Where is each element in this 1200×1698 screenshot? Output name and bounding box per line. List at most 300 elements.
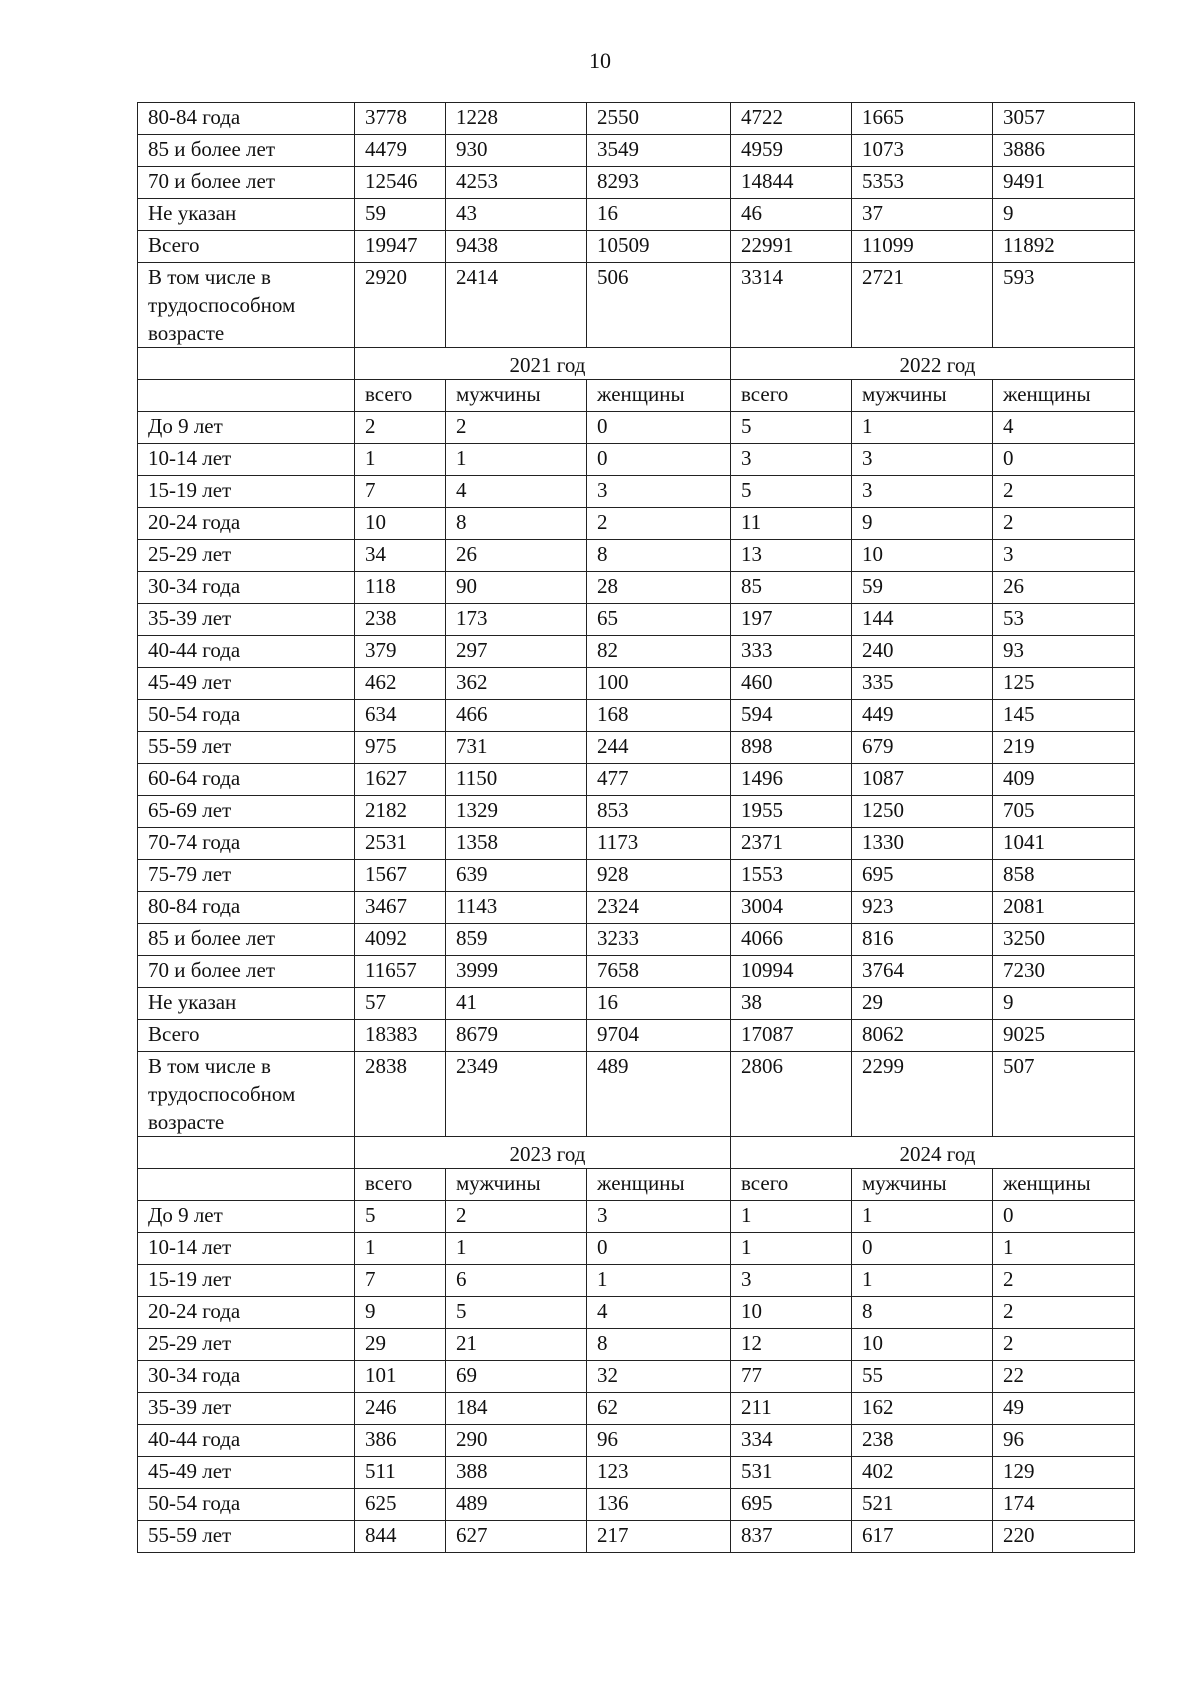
table-row: [138, 860, 1135, 892]
value-cell: 3764: [852, 956, 993, 988]
table-row: [138, 796, 1135, 828]
value-cell: 3: [852, 476, 993, 508]
age-group-label: 45-49 лет: [138, 668, 355, 700]
value-cell: 65: [587, 604, 731, 636]
value-cell: 521: [852, 1489, 993, 1521]
empty-header-cell: [138, 380, 355, 412]
age-group-label: 25-29 лет: [138, 540, 355, 572]
table-row: [138, 700, 1135, 732]
value-cell: 118: [355, 572, 446, 604]
value-cell: 28: [587, 572, 731, 604]
value-cell: 9: [355, 1297, 446, 1329]
value-cell: 898: [731, 732, 852, 764]
table-row: [138, 167, 1135, 199]
value-cell: 220: [993, 1521, 1135, 1553]
value-cell: 679: [852, 732, 993, 764]
value-cell: 3233: [587, 924, 731, 956]
value-cell: 37: [852, 199, 993, 231]
value-cell: 59: [852, 572, 993, 604]
value-cell: 531: [731, 1457, 852, 1489]
age-group-label: В том числе в трудоспособном возрасте: [138, 263, 355, 348]
value-cell: 1358: [446, 828, 587, 860]
value-cell: 975: [355, 732, 446, 764]
value-cell: 5: [446, 1297, 587, 1329]
age-group-label: 35-39 лет: [138, 604, 355, 636]
value-cell: 3: [731, 444, 852, 476]
table-row: [138, 956, 1135, 988]
table-row: [138, 764, 1135, 796]
value-cell: 59: [355, 199, 446, 231]
value-cell: 11: [731, 508, 852, 540]
age-group-label: 10-14 лет: [138, 1233, 355, 1265]
value-cell: 9025: [993, 1020, 1135, 1052]
value-cell: 55: [852, 1361, 993, 1393]
value-cell: 82: [587, 636, 731, 668]
value-cell: 9704: [587, 1020, 731, 1052]
value-cell: 2: [993, 1329, 1135, 1361]
value-cell: 8: [446, 508, 587, 540]
value-cell: 93: [993, 636, 1135, 668]
age-group-label: 80-84 года: [138, 892, 355, 924]
value-cell: 16: [587, 199, 731, 231]
value-cell: 100: [587, 668, 731, 700]
value-cell: 174: [993, 1489, 1135, 1521]
value-cell: 3886: [993, 135, 1135, 167]
value-cell: 3004: [731, 892, 852, 924]
value-cell: 7230: [993, 956, 1135, 988]
value-cell: 617: [852, 1521, 993, 1553]
value-cell: 29: [852, 988, 993, 1020]
age-group-label: В том числе в трудоспособном возрасте: [138, 1052, 355, 1137]
age-group-label: До 9 лет: [138, 412, 355, 444]
value-cell: 26: [446, 540, 587, 572]
value-cell: 1143: [446, 892, 587, 924]
empty-header-cell: [138, 348, 355, 380]
age-group-label: Всего: [138, 231, 355, 263]
value-cell: 409: [993, 764, 1135, 796]
age-group-label: 60-64 года: [138, 764, 355, 796]
value-cell: 9: [993, 199, 1135, 231]
value-cell: 2: [993, 476, 1135, 508]
value-cell: 96: [587, 1425, 731, 1457]
value-cell: 844: [355, 1521, 446, 1553]
value-cell: 297: [446, 636, 587, 668]
column-header-women: женщины: [587, 380, 731, 412]
table-row: [138, 1201, 1135, 1233]
value-cell: 244: [587, 732, 731, 764]
value-cell: 184: [446, 1393, 587, 1425]
value-cell: 6: [446, 1265, 587, 1297]
value-cell: 211: [731, 1393, 852, 1425]
table-row: [138, 103, 1135, 135]
value-cell: 2: [993, 1265, 1135, 1297]
age-group-label: 40-44 года: [138, 636, 355, 668]
value-cell: 923: [852, 892, 993, 924]
value-cell: 593: [993, 263, 1135, 348]
value-cell: 197: [731, 604, 852, 636]
age-group-label: 85 и более лет: [138, 135, 355, 167]
value-cell: 5: [731, 412, 852, 444]
column-header-row: [138, 380, 1135, 412]
value-cell: 3: [852, 444, 993, 476]
value-cell: 26: [993, 572, 1135, 604]
table-row: [138, 1297, 1135, 1329]
age-group-label: 55-59 лет: [138, 732, 355, 764]
value-cell: 1: [731, 1201, 852, 1233]
value-cell: 10: [852, 1329, 993, 1361]
value-cell: 19947: [355, 231, 446, 263]
value-cell: 859: [446, 924, 587, 956]
value-cell: 0: [587, 444, 731, 476]
table-row: [138, 668, 1135, 700]
value-cell: 1: [355, 1233, 446, 1265]
value-cell: 238: [355, 604, 446, 636]
value-cell: 32: [587, 1361, 731, 1393]
table-row: [138, 199, 1135, 231]
value-cell: 3778: [355, 103, 446, 135]
value-cell: 1: [852, 1265, 993, 1297]
table-row: [138, 1521, 1135, 1553]
value-cell: 16: [587, 988, 731, 1020]
value-cell: 1087: [852, 764, 993, 796]
value-cell: 14844: [731, 167, 852, 199]
table-body: [138, 103, 1135, 1553]
age-group-label: 10-14 лет: [138, 444, 355, 476]
value-cell: 3: [587, 1201, 731, 1233]
value-cell: 1: [731, 1233, 852, 1265]
age-group-label: 70-74 года: [138, 828, 355, 860]
value-cell: 290: [446, 1425, 587, 1457]
value-cell: 173: [446, 604, 587, 636]
table-row: [138, 508, 1135, 540]
value-cell: 4: [587, 1297, 731, 1329]
value-cell: 46: [731, 199, 852, 231]
value-cell: 1: [446, 444, 587, 476]
value-cell: 489: [446, 1489, 587, 1521]
value-cell: 8293: [587, 167, 731, 199]
value-cell: 333: [731, 636, 852, 668]
value-cell: 3999: [446, 956, 587, 988]
table-row: [138, 1489, 1135, 1521]
column-header-men: мужчины: [446, 380, 587, 412]
value-cell: 477: [587, 764, 731, 796]
value-cell: 1: [852, 1201, 993, 1233]
value-cell: 9491: [993, 167, 1135, 199]
value-cell: 3: [587, 476, 731, 508]
value-cell: 8062: [852, 1020, 993, 1052]
value-cell: 246: [355, 1393, 446, 1425]
value-cell: 2721: [852, 263, 993, 348]
value-cell: 1: [355, 444, 446, 476]
table-row: [138, 828, 1135, 860]
value-cell: 2920: [355, 263, 446, 348]
value-cell: 928: [587, 860, 731, 892]
value-cell: 57: [355, 988, 446, 1020]
age-group-label: 50-54 года: [138, 700, 355, 732]
value-cell: 386: [355, 1425, 446, 1457]
value-cell: 2806: [731, 1052, 852, 1137]
value-cell: 12546: [355, 167, 446, 199]
column-header-total: всего: [731, 380, 852, 412]
value-cell: 9: [852, 508, 993, 540]
table-row: [138, 732, 1135, 764]
value-cell: 1567: [355, 860, 446, 892]
age-group-label: Не указан: [138, 199, 355, 231]
value-cell: 123: [587, 1457, 731, 1489]
value-cell: 2: [446, 1201, 587, 1233]
value-cell: 101: [355, 1361, 446, 1393]
value-cell: 1: [993, 1233, 1135, 1265]
value-cell: 85: [731, 572, 852, 604]
value-cell: 858: [993, 860, 1135, 892]
value-cell: 8: [587, 540, 731, 572]
value-cell: 462: [355, 668, 446, 700]
value-cell: 1553: [731, 860, 852, 892]
age-group-label: 75-79 лет: [138, 860, 355, 892]
value-cell: 1150: [446, 764, 587, 796]
year-header-cell: 2023 год: [355, 1137, 731, 1169]
value-cell: 136: [587, 1489, 731, 1521]
table-row: [138, 412, 1135, 444]
table-row: [138, 1233, 1135, 1265]
value-cell: 22991: [731, 231, 852, 263]
value-cell: 4: [446, 476, 587, 508]
table-row: [138, 1393, 1135, 1425]
table-row: [138, 572, 1135, 604]
value-cell: 238: [852, 1425, 993, 1457]
year-header-cell: 2022 год: [731, 348, 1135, 380]
value-cell: 816: [852, 924, 993, 956]
value-cell: 2531: [355, 828, 446, 860]
value-cell: 466: [446, 700, 587, 732]
value-cell: 11892: [993, 231, 1135, 263]
value-cell: 38: [731, 988, 852, 1020]
value-cell: 2324: [587, 892, 731, 924]
value-cell: 96: [993, 1425, 1135, 1457]
table-row: [138, 476, 1135, 508]
column-header-men: мужчины: [852, 380, 993, 412]
value-cell: 0: [993, 444, 1135, 476]
value-cell: 8: [852, 1297, 993, 1329]
value-cell: 2371: [731, 828, 852, 860]
value-cell: 7658: [587, 956, 731, 988]
empty-header-cell: [138, 1169, 355, 1201]
value-cell: 2838: [355, 1052, 446, 1137]
value-cell: 22: [993, 1361, 1135, 1393]
value-cell: 837: [731, 1521, 852, 1553]
value-cell: 12: [731, 1329, 852, 1361]
value-cell: 4: [993, 412, 1135, 444]
value-cell: 9: [993, 988, 1135, 1020]
table-row: [138, 1425, 1135, 1457]
value-cell: 3549: [587, 135, 731, 167]
value-cell: 2414: [446, 263, 587, 348]
age-group-label: 55-59 лет: [138, 1521, 355, 1553]
value-cell: 5353: [852, 167, 993, 199]
value-cell: 41: [446, 988, 587, 1020]
value-cell: 10509: [587, 231, 731, 263]
value-cell: 1041: [993, 828, 1135, 860]
table-row: [138, 604, 1135, 636]
table-row: [138, 1052, 1135, 1137]
value-cell: 240: [852, 636, 993, 668]
value-cell: 62: [587, 1393, 731, 1425]
age-group-label: 70 и более лет: [138, 167, 355, 199]
year-header-row: [138, 348, 1135, 380]
age-group-label: 30-34 года: [138, 572, 355, 604]
value-cell: 8679: [446, 1020, 587, 1052]
value-cell: 168: [587, 700, 731, 732]
value-cell: 2081: [993, 892, 1135, 924]
value-cell: 5: [731, 476, 852, 508]
value-cell: 1955: [731, 796, 852, 828]
table-row: [138, 263, 1135, 348]
value-cell: 10: [355, 508, 446, 540]
value-cell: 10994: [731, 956, 852, 988]
value-cell: 0: [587, 1233, 731, 1265]
table-row: [138, 1457, 1135, 1489]
value-cell: 506: [587, 263, 731, 348]
value-cell: 3467: [355, 892, 446, 924]
value-cell: 594: [731, 700, 852, 732]
value-cell: 18383: [355, 1020, 446, 1052]
column-header-women: женщины: [993, 1169, 1135, 1201]
value-cell: 34: [355, 540, 446, 572]
value-cell: 10: [852, 540, 993, 572]
value-cell: 1: [587, 1265, 731, 1297]
value-cell: 695: [852, 860, 993, 892]
value-cell: 3250: [993, 924, 1135, 956]
column-header-total: всего: [731, 1169, 852, 1201]
value-cell: 13: [731, 540, 852, 572]
value-cell: 3: [993, 540, 1135, 572]
value-cell: 1496: [731, 764, 852, 796]
value-cell: 11657: [355, 956, 446, 988]
value-cell: 21: [446, 1329, 587, 1361]
value-cell: 4066: [731, 924, 852, 956]
value-cell: 379: [355, 636, 446, 668]
year-header-cell: 2024 год: [731, 1137, 1135, 1169]
value-cell: 162: [852, 1393, 993, 1425]
value-cell: 2299: [852, 1052, 993, 1137]
table-row: [138, 1361, 1135, 1393]
value-cell: 1: [852, 412, 993, 444]
value-cell: 334: [731, 1425, 852, 1457]
table-row: [138, 444, 1135, 476]
age-group-label: 15-19 лет: [138, 476, 355, 508]
value-cell: 853: [587, 796, 731, 828]
value-cell: 388: [446, 1457, 587, 1489]
value-cell: 695: [731, 1489, 852, 1521]
value-cell: 489: [587, 1052, 731, 1137]
column-header-women: женщины: [587, 1169, 731, 1201]
value-cell: 9438: [446, 231, 587, 263]
age-group-label: 65-69 лет: [138, 796, 355, 828]
table-row: [138, 988, 1135, 1020]
value-cell: 49: [993, 1393, 1135, 1425]
value-cell: 90: [446, 572, 587, 604]
value-cell: 3: [731, 1265, 852, 1297]
value-cell: 731: [446, 732, 587, 764]
value-cell: 5: [355, 1201, 446, 1233]
age-group-label: 70 и более лет: [138, 956, 355, 988]
column-header-total: всего: [355, 1169, 446, 1201]
table-row: [138, 135, 1135, 167]
age-group-label: 35-39 лет: [138, 1393, 355, 1425]
value-cell: 1250: [852, 796, 993, 828]
age-group-label: 15-19 лет: [138, 1265, 355, 1297]
value-cell: 4479: [355, 135, 446, 167]
column-header-men: мужчины: [446, 1169, 587, 1201]
value-cell: 1329: [446, 796, 587, 828]
table-row: [138, 1329, 1135, 1361]
value-cell: 0: [587, 412, 731, 444]
empty-header-cell: [138, 1137, 355, 1169]
column-header-total: всего: [355, 380, 446, 412]
value-cell: 1173: [587, 828, 731, 860]
value-cell: 507: [993, 1052, 1135, 1137]
value-cell: 11099: [852, 231, 993, 263]
age-group-label: 80-84 года: [138, 103, 355, 135]
value-cell: 217: [587, 1521, 731, 1553]
value-cell: 1: [446, 1233, 587, 1265]
value-cell: 1627: [355, 764, 446, 796]
value-cell: 8: [587, 1329, 731, 1361]
value-cell: 0: [852, 1233, 993, 1265]
value-cell: 1073: [852, 135, 993, 167]
age-group-label: 40-44 года: [138, 1425, 355, 1457]
value-cell: 144: [852, 604, 993, 636]
value-cell: 4253: [446, 167, 587, 199]
value-cell: 2349: [446, 1052, 587, 1137]
age-group-label: 85 и более лет: [138, 924, 355, 956]
age-group-label: 30-34 года: [138, 1361, 355, 1393]
table-row: [138, 1265, 1135, 1297]
value-cell: 335: [852, 668, 993, 700]
value-cell: 2182: [355, 796, 446, 828]
value-cell: 17087: [731, 1020, 852, 1052]
table-row: [138, 540, 1135, 572]
value-cell: 2: [993, 508, 1135, 540]
age-group-label: 20-24 года: [138, 508, 355, 540]
value-cell: 2: [446, 412, 587, 444]
age-group-label: 20-24 года: [138, 1297, 355, 1329]
value-cell: 4092: [355, 924, 446, 956]
value-cell: 1665: [852, 103, 993, 135]
age-group-label: 45-49 лет: [138, 1457, 355, 1489]
value-cell: 1330: [852, 828, 993, 860]
table-row: [138, 231, 1135, 263]
value-cell: 69: [446, 1361, 587, 1393]
value-cell: 402: [852, 1457, 993, 1489]
value-cell: 7: [355, 1265, 446, 1297]
year-header-row: [138, 1137, 1135, 1169]
value-cell: 634: [355, 700, 446, 732]
value-cell: 53: [993, 604, 1135, 636]
value-cell: 77: [731, 1361, 852, 1393]
table-row: [138, 1020, 1135, 1052]
value-cell: 2: [993, 1297, 1135, 1329]
value-cell: 2550: [587, 103, 731, 135]
mortality-by-age-table: [137, 102, 1135, 1553]
table-row: [138, 892, 1135, 924]
value-cell: 43: [446, 199, 587, 231]
value-cell: 125: [993, 668, 1135, 700]
value-cell: 145: [993, 700, 1135, 732]
value-cell: 2: [355, 412, 446, 444]
value-cell: 627: [446, 1521, 587, 1553]
age-group-label: 50-54 года: [138, 1489, 355, 1521]
